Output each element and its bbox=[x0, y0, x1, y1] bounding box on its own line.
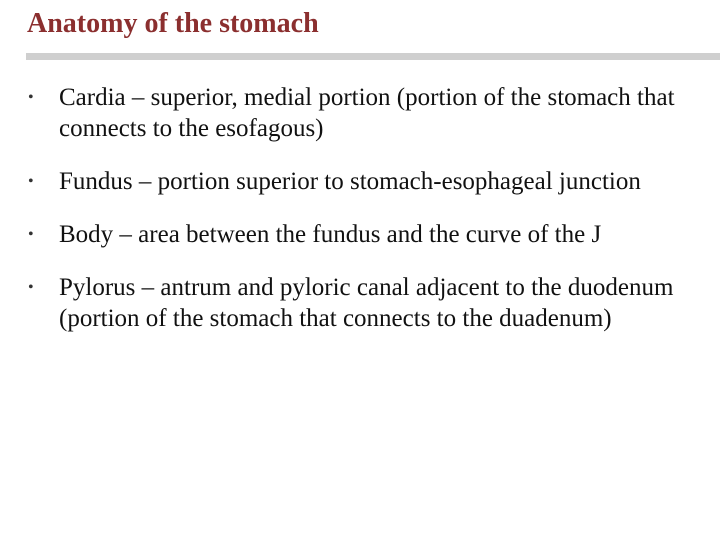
bullet-item-cardia bbox=[28, 82, 700, 144]
bullet-marker: • bbox=[28, 89, 34, 106]
bullet-list bbox=[28, 82, 700, 356]
bullet-item-pylorus bbox=[28, 272, 700, 334]
bullet-text: Fundus – portion superior to stomach-esophageal junction bbox=[59, 168, 641, 195]
bullet-text: Pylorus – antrum and pyloric canal adjacent to the duodenum (portion of the stomach that connects to the duadenum) bbox=[59, 274, 674, 332]
bullet-text: Body – area between the fundus and the curve of the J bbox=[59, 221, 602, 248]
bullet-marker: • bbox=[28, 173, 34, 190]
slide-title: Anatomy of the stomach bbox=[27, 8, 319, 39]
bullet-item-fundus bbox=[28, 166, 700, 197]
bullet-marker: • bbox=[28, 226, 34, 243]
title-divider bbox=[26, 53, 720, 60]
bullet-text: Cardia – superior, medial portion (portion of the stomach that connects to the esofagous) bbox=[59, 84, 675, 142]
bullet-marker: • bbox=[28, 279, 34, 296]
bullet-item-body bbox=[28, 219, 700, 250]
